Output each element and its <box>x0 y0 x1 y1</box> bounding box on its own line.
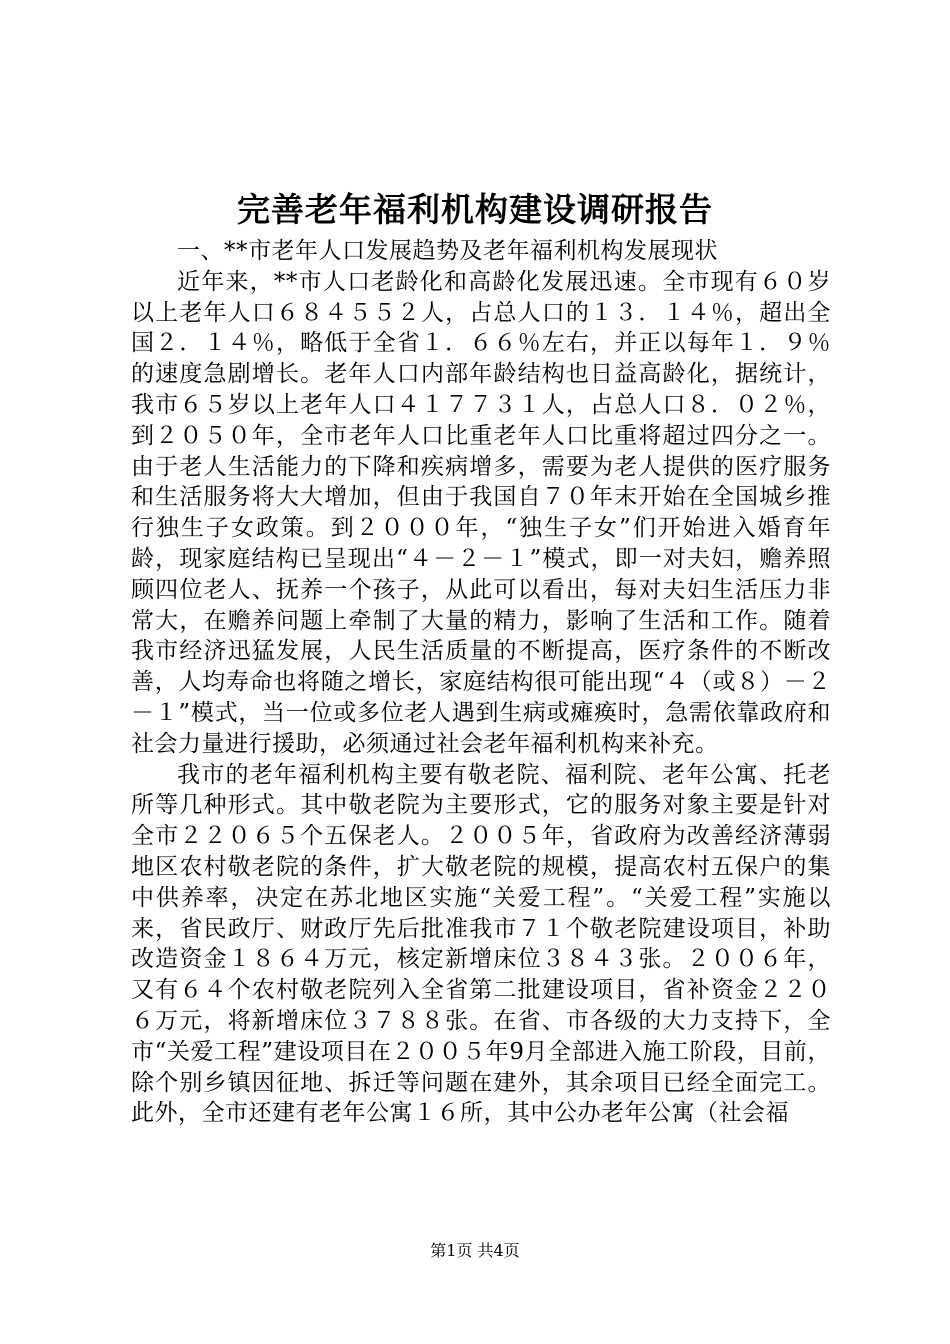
document-title: 完善老年福利机构建设调研报告 <box>237 190 713 229</box>
document-body <box>131 236 831 1129</box>
body-paragraph: 近年来，**市人口老龄化和高龄化发展迅速。全市现有６０岁以上老年人口６８４５５２人，占总人口的１３．１４％，超出全国２．１４％，略低于全省１．６６％左右，并正以每年１．９％的速度急剧增长。老年人口内部年龄结构也日益高龄化，据统计，我市６５岁以上老年人口４１７７３１人，占总人口８．０２％，到２０５０年，全市老年人口比重老年人口比重将超过四分之一。由于老人生活能力的下降和疾病增多，需要为老人提供的医疗服务和生活服务将大大增加，但由于我国自７０年末开始在全国城乡推行独生子女政策。到２０００年，“独生子女”们开始进入婚育年龄，现家庭结构已呈现出“４－２－１”模式，即一对夫妇，赡养照顾四位老人、抚养一个孩子，从此可以看出，每对夫妇生活压力非常大，在赡养问题上牵制了大量的精力，影响了生活和工作。随着我市经济迅猛发展，人民生活质量的不断提高，医疗条件的不断改善，人均寿命也将随之增长，家庭结构很可能出现“４（或８）－２－１”模式，当一位或多位老人遇到生病或瘫痪时，急需依靠政府和社会力量进行援助，必须通过社会老年福利机构来补充。 <box>131 268 831 757</box>
body-paragraph: 我市的老年福利机构主要有敬老院、福利院、老年公寓、托老所等几种形式。其中敬老院为主要形式，它的服务对象主要是针对全市２２０６５个五保老人。２００５年，省政府为改善经济薄弱地区农村敬老院的条件，扩大敬老院的规模，提高农村五保户的集中供养率，决定在苏北地区实施“关爱工程”。“关爱工程”实施以来，省民政厅、财政厅先后批准我市７１个敬老院建设项目，补助改造资金１８６４万元，核定新增床位３８４３张。２００６年，又有６４个农村敬老院列入全省第二批建设项目，省补资金２２０６万元，将新增床位３７８８张。在省、市各级的大力支持下，全市“关爱工程”建设项目在２００５年9月全部进入施工阶段，目前，除个别乡镇因征地、拆迁等问题在建外，其余项目已经全面完工。此外，全市还建有老年公寓１６所，其中公办老年公寓（社会福 <box>131 761 831 1127</box>
section-heading: 一、**市老年人口发展趋势及老年福利机构发展现状 <box>177 238 718 264</box>
page-number-footer: 第1页 共4页 <box>430 1241 520 1260</box>
